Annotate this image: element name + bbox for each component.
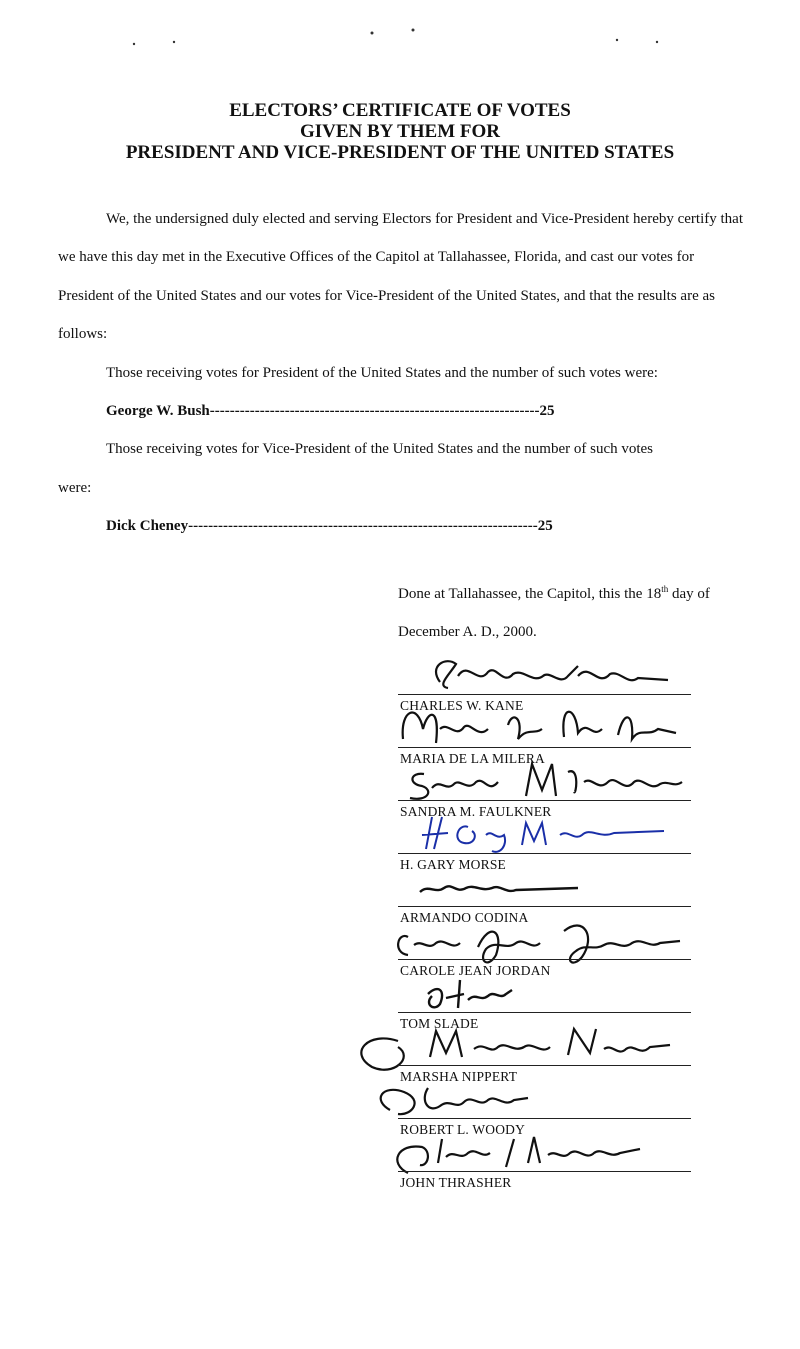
title-line-3: PRESIDENT AND VICE-PRESIDENT OF THE UNITED STATES — [125, 142, 675, 163]
president-intro: Those receiving votes for President of the United States and the number of such votes were: — [106, 364, 658, 381]
ordinal-suffix: th — [661, 584, 669, 594]
handwritten-signature — [328, 1017, 748, 1077]
done-text: Done at Tallahassee, the Capitol, this the 18 — [398, 586, 662, 602]
signature-line — [398, 800, 691, 801]
title-line-1: ELECTORS’ CERTIFICATE OF VOTES — [229, 100, 571, 121]
elector-name: CAROLE JEAN JORDAN — [400, 963, 551, 978]
done-text-end: day of — [668, 586, 710, 602]
elector-name: JOHN THRASHER — [400, 1175, 512, 1190]
signature-line — [398, 747, 691, 748]
signature-line — [398, 694, 691, 695]
vp-intro-continued: were: — [58, 479, 92, 496]
document-title — [0, 100, 800, 163]
vp-intro: Those receiving votes for Vice-President of the United States and the number of such votes — [106, 441, 654, 458]
handwritten-signature — [328, 752, 748, 812]
signature-line — [398, 1171, 691, 1172]
handwritten-signature — [328, 1070, 748, 1130]
signature-line — [398, 1065, 691, 1066]
vp-vote-line: Dick Cheney----------------------------------------------------------------------25 — [106, 518, 553, 535]
president-vote-line: George W. Bush------------------------------------------------------------------25 — [106, 403, 555, 420]
done-line-1 — [398, 570, 758, 613]
handwritten-signature — [328, 964, 748, 1024]
elector-name: SANDRA M. FAULKNER — [400, 804, 552, 819]
handwritten-signature — [328, 858, 748, 918]
elector-name: H. GARY MORSE — [400, 857, 506, 872]
elector-name: CHARLES W. KANE — [400, 698, 524, 713]
elector-name: ARMANDO CODINA — [400, 910, 529, 925]
handwritten-signature — [328, 646, 748, 706]
scan-specks — [0, 0, 800, 60]
done-statement — [398, 570, 758, 651]
signature-line — [398, 959, 691, 960]
signature-row — [398, 1137, 698, 1190]
elector-signatures — [398, 660, 698, 1190]
handwritten-signature — [328, 911, 748, 971]
handwritten-signature — [328, 1123, 748, 1183]
done-line-2: December A. D., 2000. — [398, 624, 537, 640]
handwritten-signature — [328, 699, 748, 759]
elector-name: MARIA DE LA MILERA — [400, 751, 545, 766]
signature-line — [398, 853, 691, 854]
elector-name: MARSHA NIPPERT — [400, 1069, 518, 1084]
signature-line — [398, 1012, 691, 1013]
certificate-body — [58, 200, 748, 546]
intro-paragraph: We, the undersigned duly elected and serving Electors for President and Vice-President hereby certify that we have this day met in the Executive Offices of the Capitol at Tallahassee, Florida, and cast our votes for President of the United States and our votes for Vice-President of the United States, and that the results are as follows: — [58, 211, 743, 343]
elector-name: TOM SLADE — [400, 1016, 479, 1031]
handwritten-signature — [328, 805, 748, 865]
signature-line — [398, 906, 691, 907]
signature-line — [398, 1118, 691, 1119]
elector-name: ROBERT L. WOODY — [400, 1122, 526, 1137]
title-line-2: GIVEN BY THEM FOR — [299, 121, 501, 142]
